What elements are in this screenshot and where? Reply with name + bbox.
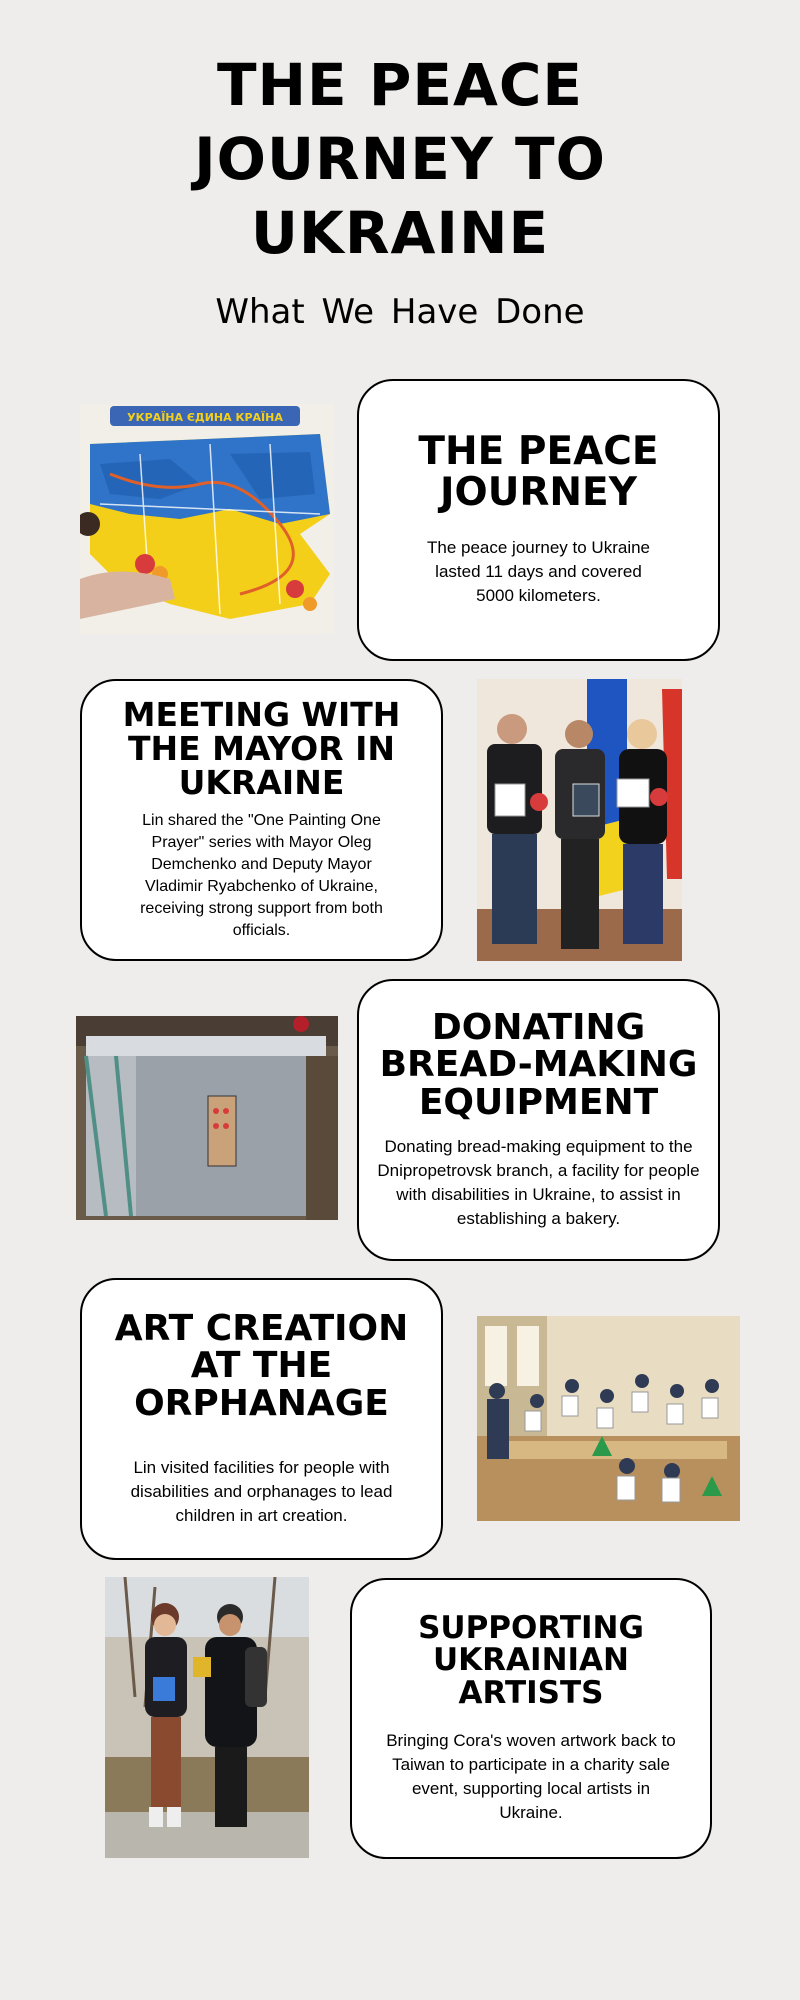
section-title-line: AT THE: [190, 1345, 333, 1387]
map-banner-text: УКРАЇНА ЄДИНА КРАЇНА: [127, 411, 283, 424]
section-title-line: SUPPORTING: [418, 1610, 644, 1647]
ukraine-map-photo-icon: [80, 404, 334, 634]
section-title: [418, 1612, 644, 1709]
mayor-meeting-photo-icon: [477, 679, 682, 961]
section-body: Bringing Cora's woven artwork back to Taiwan to participate in a charity sale event, supporting local artists in Ukraine.: [386, 1730, 676, 1822]
classroom-photo-icon: [477, 1316, 740, 1521]
section-body: Lin shared the "One Painting One Prayer" series with Mayor Oleg Demchenko and Deputy Mayor Vladimir Ryabchenko of Ukraine, receiving strong support from both officials.: [140, 812, 383, 940]
section-title-line: ARTISTS: [458, 1674, 604, 1711]
section-title: [418, 429, 659, 515]
page-title: [0, 48, 800, 270]
section-card-bread-equipment: [357, 979, 720, 1261]
section-card-peace-journey: [357, 379, 720, 661]
section-title-line: DONATING: [431, 1006, 646, 1048]
section-title: [114, 1307, 409, 1424]
page-title-line: UKRAINE: [250, 199, 550, 267]
section-body: Lin visited facilities for people with disabilities and orphanages to lead children in art creation.: [130, 1458, 393, 1526]
section-card-mayor-meeting: [80, 679, 443, 961]
section-title-line: EQUIPMENT: [418, 1081, 659, 1123]
section-card-supporting-artists: [350, 1578, 712, 1859]
section-card-art-creation: [80, 1278, 443, 1560]
section-body: Donating bread-making equipment to the Dnipropetrovsk branch, a facility for people with disabilities in Ukraine, to assist in establishing a bakery.: [377, 1137, 700, 1229]
section-title-line: MEETING WITH: [122, 694, 401, 734]
section-title: [379, 1006, 698, 1123]
section-title-line: JOURNEY: [440, 470, 637, 515]
section-title: [122, 694, 401, 803]
section-title-line: UKRAINE: [178, 763, 345, 803]
page-title-line: JOURNEY TO: [194, 125, 606, 193]
section-title-line: THE MAYOR IN: [128, 728, 395, 768]
section-title-line: THE PEACE: [418, 429, 659, 475]
section-title-line: BREAD-MAKING: [379, 1044, 698, 1086]
section-title-line: ORPHANAGE: [134, 1382, 389, 1424]
bread-oven-photo-icon: [76, 1016, 338, 1220]
section-title-line: UKRAINIAN: [432, 1642, 629, 1679]
page-title-line: THE PEACE: [216, 51, 584, 119]
artists-photo-icon: [105, 1577, 309, 1858]
section-title-line: ART CREATION: [114, 1307, 409, 1349]
page-subtitle: What We Have Done: [215, 292, 585, 332]
section-body: The peace journey to Ukraine lasted 11 days and covered 5000 kilometers.: [426, 537, 651, 605]
